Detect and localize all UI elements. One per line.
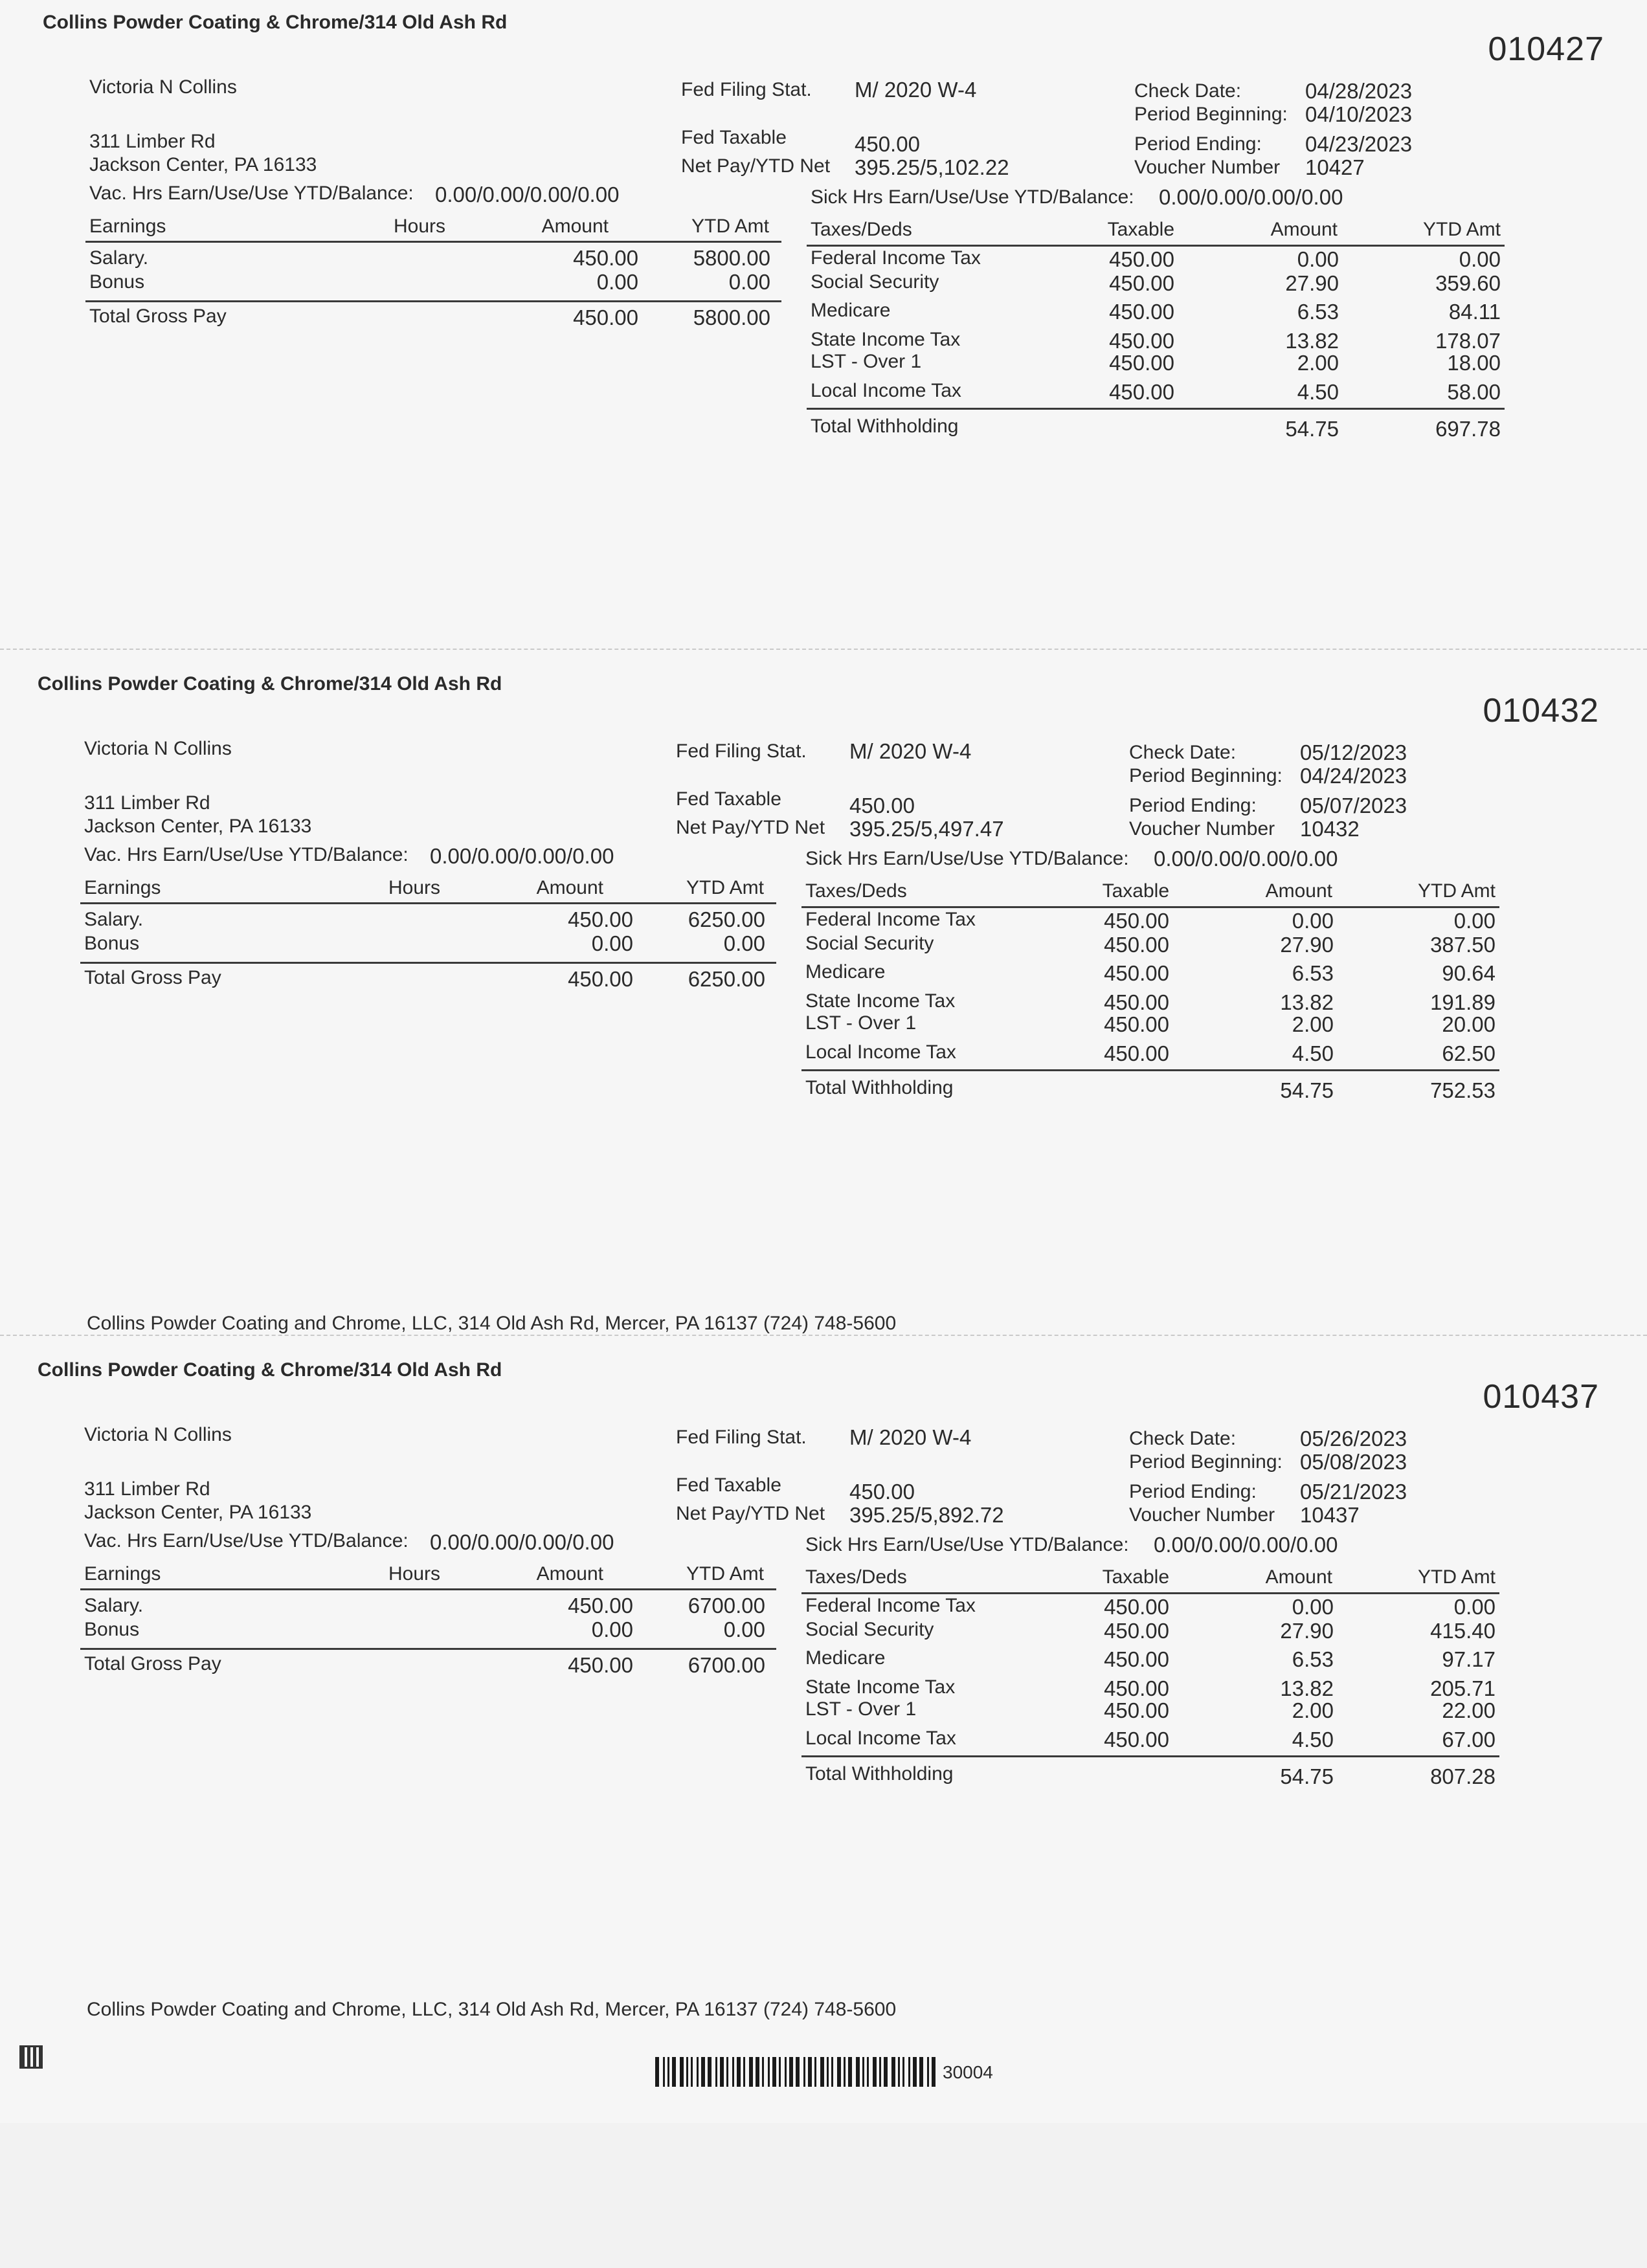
barcode-bar xyxy=(743,2057,745,2087)
barcode-bar xyxy=(749,2057,753,2087)
barcode-bar xyxy=(919,2057,923,2087)
total-withholding-amount: 54.75 xyxy=(1285,417,1339,441)
company-name: Collins Powder Coating & Chrome/314 Old Ash Rd xyxy=(43,12,508,33)
barcode-bar xyxy=(927,2057,929,2087)
earnings-amount-header: Amount xyxy=(536,877,603,898)
total-withholding-amount: 54.75 xyxy=(1280,1078,1334,1102)
fed-taxable-value: 450.00 xyxy=(849,794,915,817)
barcode-bar xyxy=(932,2057,936,2087)
taxes-ytd-header: YTD Amt xyxy=(1417,880,1496,902)
gross-pay-rule xyxy=(80,1648,776,1650)
tax-row-ytd: 205.71 xyxy=(1430,1676,1496,1700)
barcode-bar xyxy=(762,2057,764,2087)
withholding-rule xyxy=(801,1069,1499,1071)
barcode-bar xyxy=(680,2057,684,2087)
vacation-hours-value: 0.00/0.00/0.00/0.00 xyxy=(430,844,614,868)
period-ending-label: Period Ending: xyxy=(1134,133,1262,155)
barcode-bar xyxy=(779,2057,781,2087)
earnings-header: Earnings xyxy=(84,1563,161,1584)
total-gross-pay-amount: 450.00 xyxy=(573,306,638,329)
tax-row-ytd: 387.50 xyxy=(1430,933,1496,957)
hours-header: Hours xyxy=(393,216,445,237)
tax-row-taxable: 450.00 xyxy=(1109,271,1174,295)
earnings-row-amount: 0.00 xyxy=(591,1618,633,1641)
vacation-hours-label: Vac. Hrs Earn/Use/Use YTD/Balance: xyxy=(84,844,409,865)
check-number: 010437 xyxy=(1483,1378,1599,1416)
tax-row-amount: 13.82 xyxy=(1280,990,1334,1014)
period-ending-label: Period Ending: xyxy=(1129,795,1257,816)
barcode-bar xyxy=(879,2057,881,2087)
barcode-bar xyxy=(844,2057,846,2087)
tax-row-name: State Income Tax xyxy=(805,1676,956,1698)
voucher-number-label: Voucher Number xyxy=(1129,1504,1275,1526)
earnings-row-amount: 0.00 xyxy=(596,270,638,294)
earnings-amount-header: Amount xyxy=(536,1563,603,1584)
fed-taxable-label: Fed Taxable xyxy=(676,788,781,810)
gross-pay-rule xyxy=(80,962,776,964)
total-withholding-ytd: 697.78 xyxy=(1435,417,1501,441)
paystub xyxy=(0,662,1647,1334)
barcode-number: 30004 xyxy=(943,2062,993,2082)
barcode-bar xyxy=(867,2057,869,2087)
tax-row-amount: 4.50 xyxy=(1292,1041,1334,1065)
barcode-bar xyxy=(697,2057,699,2087)
earnings-ytd-header: YTD Amt xyxy=(686,1563,764,1584)
period-ending-label: Period Ending: xyxy=(1129,1481,1257,1502)
barcode-bar xyxy=(785,2057,787,2087)
tax-row-name: Medicare xyxy=(811,300,891,321)
earnings-row-name: Salary. xyxy=(84,909,144,930)
barcode-bar xyxy=(732,2057,734,2087)
barcode-bar xyxy=(803,2057,805,2087)
earnings-ytd-header: YTD Amt xyxy=(686,877,764,898)
tax-row-ytd: 20.00 xyxy=(1442,1012,1496,1036)
check-date-label: Check Date: xyxy=(1129,742,1237,763)
withholding-rule xyxy=(801,1755,1499,1757)
period-beginning-label: Period Beginning: xyxy=(1129,765,1283,786)
barcode-bar xyxy=(814,2057,816,2087)
tax-row-amount: 2.00 xyxy=(1292,1012,1334,1036)
company-footer: Collins Powder Coating and Chrome, LLC, 314 Old Ash Rd, Mercer, PA 16137 (724) 748-5600 xyxy=(87,1999,897,2020)
tax-row-amount: 6.53 xyxy=(1297,300,1339,324)
tax-row-taxable: 450.00 xyxy=(1104,1676,1169,1700)
barcode-bar xyxy=(720,2057,724,2087)
company-footer: Collins Powder Coating and Chrome, LLC, 314 Old Ash Rd, Mercer, PA 16137 (724) 748-5600 xyxy=(87,1313,897,1334)
barcode-bar xyxy=(873,2057,877,2087)
total-gross-pay-ytd: 6700.00 xyxy=(688,1653,765,1677)
tax-row-amount: 27.90 xyxy=(1280,1619,1334,1643)
earnings-row-name: Bonus xyxy=(89,271,145,293)
tax-row-name: Local Income Tax xyxy=(805,1728,956,1749)
barcode-bar xyxy=(913,2057,917,2087)
check-number: 010427 xyxy=(1488,30,1604,68)
earnings-row-ytd: 6250.00 xyxy=(688,907,765,931)
employee-name: Victoria N Collins xyxy=(84,1424,232,1445)
earnings-header-rule xyxy=(85,241,781,243)
tax-row-ytd: 415.40 xyxy=(1430,1619,1496,1643)
tax-row-taxable: 450.00 xyxy=(1104,1012,1169,1036)
earnings-header-rule xyxy=(80,902,776,904)
tax-row-amount: 4.50 xyxy=(1292,1728,1334,1751)
tax-row-ytd: 0.00 xyxy=(1453,1595,1496,1619)
tax-row-name: Medicare xyxy=(805,961,886,983)
tax-row-amount: 13.82 xyxy=(1280,1676,1334,1700)
vacation-hours-label: Vac. Hrs Earn/Use/Use YTD/Balance: xyxy=(89,183,414,204)
earnings-row-amount: 450.00 xyxy=(573,246,638,270)
sick-hours-value: 0.00/0.00/0.00/0.00 xyxy=(1159,185,1343,209)
barcode-bar xyxy=(862,2057,864,2087)
barcode-bar xyxy=(789,2057,793,2087)
employee-address-line1: 311 Limber Rd xyxy=(84,1478,210,1500)
earnings-row-name: Bonus xyxy=(84,1619,140,1640)
tax-row-name: Medicare xyxy=(805,1647,886,1669)
fed-taxable-label: Fed Taxable xyxy=(676,1474,781,1496)
barcode-bar xyxy=(884,2057,888,2087)
taxable-header: Taxable xyxy=(1107,219,1174,240)
total-gross-pay-ytd: 6250.00 xyxy=(688,967,765,991)
employee-name: Victoria N Collins xyxy=(84,738,232,759)
earnings-row-ytd: 0.00 xyxy=(728,270,770,294)
voucher-number: 10437 xyxy=(1300,1503,1360,1527)
total-gross-pay-label: Total Gross Pay xyxy=(89,306,227,327)
tax-row-ytd: 67.00 xyxy=(1442,1728,1496,1751)
check-date-label: Check Date: xyxy=(1129,1428,1237,1449)
total-withholding-label: Total Withholding xyxy=(805,1763,954,1784)
barcode-bar xyxy=(891,2057,895,2087)
fed-filing-label: Fed Filing Stat. xyxy=(676,740,807,762)
vacation-hours-value: 0.00/0.00/0.00/0.00 xyxy=(430,1530,614,1554)
tax-row-ytd: 178.07 xyxy=(1435,329,1501,353)
barcode-bar xyxy=(856,2057,860,2087)
barcode-bar xyxy=(756,2057,759,2087)
tax-row-name: Social Security xyxy=(805,933,934,954)
total-withholding-ytd: 752.53 xyxy=(1430,1078,1496,1102)
fed-filing-value: M/ 2020 W-4 xyxy=(849,739,972,763)
tax-row-name: LST - Over 1 xyxy=(811,351,922,372)
barcode-bar xyxy=(908,2057,910,2087)
tax-row-taxable: 450.00 xyxy=(1109,300,1174,324)
fed-taxable-value: 450.00 xyxy=(849,1480,915,1504)
sick-hours-label: Sick Hrs Earn/Use/Use YTD/Balance: xyxy=(811,186,1134,208)
fed-filing-value: M/ 2020 W-4 xyxy=(849,1425,972,1449)
tax-row-ytd: 359.60 xyxy=(1435,271,1501,295)
tax-row-taxable: 450.00 xyxy=(1104,933,1169,957)
sick-hours-value: 0.00/0.00/0.00/0.00 xyxy=(1154,847,1338,871)
barcode-bar xyxy=(686,2057,688,2087)
earnings-row-amount: 450.00 xyxy=(568,1594,633,1618)
net-pay-label: Net Pay/YTD Net xyxy=(676,1503,825,1524)
tax-row-ytd: 22.00 xyxy=(1442,1698,1496,1722)
check-date-label: Check Date: xyxy=(1134,80,1242,102)
tax-row-name: LST - Over 1 xyxy=(805,1012,917,1034)
vacation-hours-value: 0.00/0.00/0.00/0.00 xyxy=(435,183,620,206)
tax-row-taxable: 450.00 xyxy=(1104,1647,1169,1671)
earnings-row-ytd: 6700.00 xyxy=(688,1594,765,1618)
check-date: 05/26/2023 xyxy=(1300,1427,1407,1451)
tax-row-ytd: 90.64 xyxy=(1442,961,1496,985)
barcode-bar xyxy=(726,2057,728,2087)
taxes-amount-header: Amount xyxy=(1265,880,1332,902)
voucher-number-label: Voucher Number xyxy=(1134,157,1281,178)
tax-row-taxable: 450.00 xyxy=(1104,1595,1169,1619)
hours-header: Hours xyxy=(388,877,440,898)
barcode xyxy=(655,2057,938,2087)
gross-pay-rule xyxy=(85,300,781,302)
total-gross-pay-amount: 450.00 xyxy=(568,1653,633,1677)
earnings-ytd-header: YTD Amt xyxy=(691,216,769,237)
check-number: 010432 xyxy=(1483,692,1599,729)
barcode-bar xyxy=(655,2057,659,2087)
total-gross-pay-ytd: 5800.00 xyxy=(693,306,770,329)
voucher-number: 10427 xyxy=(1305,155,1365,179)
sick-hours-value: 0.00/0.00/0.00/0.00 xyxy=(1154,1533,1338,1557)
total-withholding-amount: 54.75 xyxy=(1280,1764,1334,1788)
taxes-ytd-header: YTD Amt xyxy=(1417,1566,1496,1588)
taxes-header-rule xyxy=(807,245,1505,247)
taxes-ytd-header: YTD Amt xyxy=(1422,219,1501,240)
fed-taxable-value: 450.00 xyxy=(855,132,920,156)
barcode-bar xyxy=(715,2057,717,2087)
tax-row-name: Federal Income Tax xyxy=(811,247,981,269)
taxable-header: Taxable xyxy=(1102,1566,1169,1588)
withholding-rule xyxy=(807,408,1505,410)
voucher-number: 10432 xyxy=(1300,817,1360,841)
stub-divider xyxy=(0,649,1647,650)
tax-row-taxable: 450.00 xyxy=(1104,909,1169,933)
total-withholding-label: Total Withholding xyxy=(805,1077,954,1098)
barcode-bar xyxy=(898,2057,900,2087)
fed-filing-label: Fed Filing Stat. xyxy=(681,79,812,100)
barcode-bar xyxy=(796,2057,800,2087)
check-date: 05/12/2023 xyxy=(1300,740,1407,764)
barcode-bar xyxy=(808,2057,812,2087)
barcode-bar xyxy=(848,2057,852,2087)
barcode-bar xyxy=(667,2057,669,2087)
barcode-bar xyxy=(737,2057,741,2087)
tax-row-taxable: 450.00 xyxy=(1109,380,1174,404)
net-pay-label: Net Pay/YTD Net xyxy=(676,817,825,838)
net-pay-value: 395.25/5,497.47 xyxy=(849,817,1004,841)
total-gross-pay-amount: 450.00 xyxy=(568,967,633,991)
total-withholding-ytd: 807.28 xyxy=(1430,1764,1496,1788)
tax-row-taxable: 450.00 xyxy=(1104,990,1169,1014)
earnings-row-ytd: 0.00 xyxy=(723,1618,765,1641)
tax-row-taxable: 450.00 xyxy=(1104,1041,1169,1065)
tax-row-name: Social Security xyxy=(805,1619,934,1640)
period-beginning: 04/24/2023 xyxy=(1300,764,1407,788)
tax-row-amount: 6.53 xyxy=(1292,961,1334,985)
net-pay-value: 395.25/5,102.22 xyxy=(855,155,1009,179)
barcode-bar xyxy=(768,2057,770,2087)
vacation-hours-label: Vac. Hrs Earn/Use/Use YTD/Balance: xyxy=(84,1530,409,1551)
tax-row-amount: 4.50 xyxy=(1297,380,1339,404)
tax-row-name: State Income Tax xyxy=(805,990,956,1012)
tax-row-ytd: 62.50 xyxy=(1442,1041,1496,1065)
fed-taxable-label: Fed Taxable xyxy=(681,127,787,148)
barcode-bar xyxy=(701,2057,705,2087)
taxes-header-rule xyxy=(801,906,1499,908)
barcode-bar xyxy=(663,2057,665,2087)
barcode-bar xyxy=(827,2057,829,2087)
tax-row-ytd: 191.89 xyxy=(1430,990,1496,1014)
tax-row-name: Local Income Tax xyxy=(811,380,961,401)
employee-address-line2: Jackson Center, PA 16133 xyxy=(84,816,312,837)
total-gross-pay-label: Total Gross Pay xyxy=(84,967,221,988)
fed-filing-value: M/ 2020 W-4 xyxy=(855,78,977,102)
hours-header: Hours xyxy=(388,1563,440,1584)
earnings-row-ytd: 5800.00 xyxy=(693,246,770,270)
taxable-header: Taxable xyxy=(1102,880,1169,902)
company-name: Collins Powder Coating & Chrome/314 Old Ash Rd xyxy=(38,1359,502,1381)
tax-row-taxable: 450.00 xyxy=(1104,1728,1169,1751)
barcode-bar xyxy=(672,2057,676,2087)
tax-row-ytd: 0.00 xyxy=(1459,247,1501,271)
employee-name: Victoria N Collins xyxy=(89,76,237,98)
period-beginning-label: Period Beginning: xyxy=(1134,104,1288,125)
tax-row-amount: 0.00 xyxy=(1292,909,1334,933)
tax-row-taxable: 450.00 xyxy=(1109,329,1174,353)
tax-row-taxable: 450.00 xyxy=(1104,1698,1169,1722)
taxes-header: Taxes/Deds xyxy=(805,1566,907,1588)
stub-divider xyxy=(0,1335,1647,1336)
earnings-row-amount: 0.00 xyxy=(591,931,633,955)
tax-row-ytd: 97.17 xyxy=(1442,1647,1496,1671)
period-beginning: 05/08/2023 xyxy=(1300,1450,1407,1474)
tax-row-taxable: 450.00 xyxy=(1104,961,1169,985)
period-ending: 05/07/2023 xyxy=(1300,794,1407,817)
tax-row-amount: 2.00 xyxy=(1297,351,1339,375)
earnings-row-amount: 450.00 xyxy=(568,907,633,931)
earnings-row-name: Salary. xyxy=(84,1595,144,1616)
earnings-row-name: Salary. xyxy=(89,247,149,269)
tax-row-amount: 6.53 xyxy=(1292,1647,1334,1671)
earnings-header: Earnings xyxy=(84,877,161,898)
tax-row-ytd: 0.00 xyxy=(1453,909,1496,933)
tax-row-amount: 13.82 xyxy=(1285,329,1339,353)
earnings-row-ytd: 0.00 xyxy=(723,931,765,955)
period-beginning-label: Period Beginning: xyxy=(1129,1451,1283,1473)
tax-row-taxable: 450.00 xyxy=(1109,351,1174,375)
tax-row-name: Local Income Tax xyxy=(805,1041,956,1063)
taxes-amount-header: Amount xyxy=(1265,1566,1332,1588)
tax-row-ytd: 18.00 xyxy=(1447,351,1501,375)
fed-filing-label: Fed Filing Stat. xyxy=(676,1427,807,1448)
tax-row-name: Federal Income Tax xyxy=(805,1595,976,1616)
period-ending: 04/23/2023 xyxy=(1305,132,1413,156)
net-pay-value: 395.25/5,892.72 xyxy=(849,1503,1004,1527)
barcode-bar xyxy=(820,2057,824,2087)
barcode-bar xyxy=(831,2057,833,2087)
tax-row-amount: 0.00 xyxy=(1292,1595,1334,1619)
employee-address-line2: Jackson Center, PA 16133 xyxy=(89,154,317,175)
tax-row-taxable: 450.00 xyxy=(1104,1619,1169,1643)
sick-hours-label: Sick Hrs Earn/Use/Use YTD/Balance: xyxy=(805,848,1129,869)
barcode-bar xyxy=(772,2057,776,2087)
employee-address-line1: 311 Limber Rd xyxy=(84,792,210,814)
period-ending: 05/21/2023 xyxy=(1300,1480,1407,1504)
tax-row-name: Social Security xyxy=(811,271,939,293)
earnings-amount-header: Amount xyxy=(541,216,609,237)
paystub xyxy=(0,1348,1647,2020)
tax-row-name: Federal Income Tax xyxy=(805,909,976,930)
sick-hours-label: Sick Hrs Earn/Use/Use YTD/Balance: xyxy=(805,1534,1129,1555)
employee-address-line1: 311 Limber Rd xyxy=(89,131,216,152)
tax-row-amount: 27.90 xyxy=(1285,271,1339,295)
company-name: Collins Powder Coating & Chrome/314 Old Ash Rd xyxy=(38,673,502,695)
barcode-bar xyxy=(691,2057,693,2087)
barcode-bar xyxy=(837,2057,841,2087)
qr-code-icon xyxy=(19,2045,43,2069)
taxes-header: Taxes/Deds xyxy=(811,219,912,240)
total-gross-pay-label: Total Gross Pay xyxy=(84,1653,221,1674)
tax-row-ytd: 84.11 xyxy=(1448,300,1501,324)
earnings-row-name: Bonus xyxy=(84,933,140,954)
net-pay-label: Net Pay/YTD Net xyxy=(681,155,831,177)
check-date: 04/28/2023 xyxy=(1305,79,1413,103)
tax-row-name: LST - Over 1 xyxy=(805,1698,917,1720)
tax-row-amount: 27.90 xyxy=(1280,933,1334,957)
taxes-header-rule xyxy=(801,1592,1499,1594)
tax-row-amount: 0.00 xyxy=(1297,247,1339,271)
period-beginning: 04/10/2023 xyxy=(1305,102,1413,126)
barcode-bar xyxy=(902,2057,904,2087)
taxes-header: Taxes/Deds xyxy=(805,880,907,902)
barcode-bar xyxy=(708,2057,711,2087)
paystub xyxy=(0,0,1647,660)
employee-address-line2: Jackson Center, PA 16133 xyxy=(84,1502,312,1523)
taxes-amount-header: Amount xyxy=(1270,219,1338,240)
tax-row-amount: 2.00 xyxy=(1292,1698,1334,1722)
tax-row-ytd: 58.00 xyxy=(1447,380,1501,404)
earnings-header-rule xyxy=(80,1588,776,1590)
tax-row-taxable: 450.00 xyxy=(1109,247,1174,271)
total-withholding-label: Total Withholding xyxy=(811,416,959,437)
earnings-header: Earnings xyxy=(89,216,166,237)
tax-row-name: State Income Tax xyxy=(811,329,961,350)
voucher-number-label: Voucher Number xyxy=(1129,818,1275,839)
